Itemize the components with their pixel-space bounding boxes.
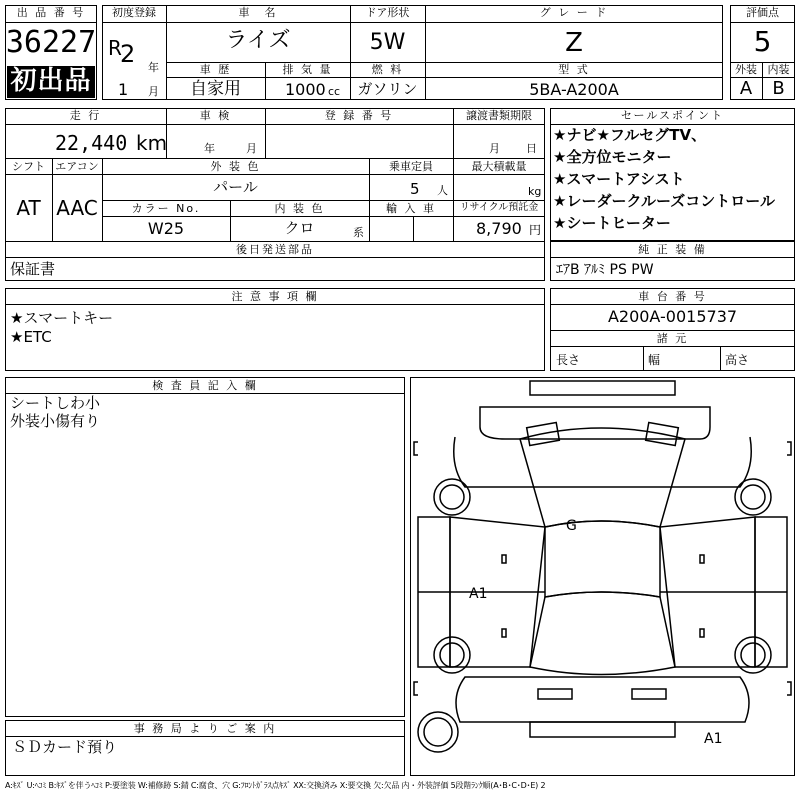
inspector-label: 検 査 員 記 入 欄 xyxy=(152,379,258,392)
int-color-suffix: 系 xyxy=(353,226,364,239)
ext-color-value: パール xyxy=(213,178,258,196)
capacity-unit: 人 xyxy=(437,184,448,197)
interior-grade-label: 内装 xyxy=(767,63,790,76)
office-label: 事 務 局 よ り ご 案 内 xyxy=(133,722,277,735)
reg-no-label: 登 録 番 号 xyxy=(324,109,394,122)
width-label: 幅 xyxy=(648,353,661,367)
load-unit: kg xyxy=(528,185,542,198)
notes-item: ★スマートキー xyxy=(10,309,114,327)
exhibit-number: 36227 xyxy=(5,25,97,60)
notes-item: ★ETC xyxy=(10,328,52,346)
inspector-line: シートしわ小 xyxy=(10,394,101,412)
capacity-label: 乗車定員 xyxy=(389,160,433,173)
exterior-grade-label: 外装 xyxy=(735,63,757,76)
year-unit: 年 xyxy=(148,61,159,74)
month-unit: 月 xyxy=(148,85,159,98)
color-no-label: カラー No. xyxy=(131,202,201,215)
interior-grade: B xyxy=(772,78,785,99)
recycle-unit: 円 xyxy=(529,223,542,237)
selling-point-item: ★ナビ★フルセグTV、 xyxy=(553,126,707,144)
history-label: 車 歴 xyxy=(199,63,232,76)
damage-mark: A1 xyxy=(704,731,723,747)
door-value: 5W xyxy=(369,30,406,55)
dims-label: 諸 元 xyxy=(656,332,689,345)
later-parts-label: 後日発送部品 xyxy=(236,243,314,256)
year-value: 2 xyxy=(120,40,136,68)
mileage-value: 22,440 xyxy=(55,131,128,155)
exterior-grade: A xyxy=(739,78,753,99)
damage-mark: G xyxy=(566,518,577,534)
load-label: 最大積載量 xyxy=(471,160,527,173)
damage-mark: A1 xyxy=(469,586,488,602)
selling-points-list xyxy=(553,128,793,238)
notes-label: 注 意 事 項 欄 xyxy=(231,290,319,303)
later-parts-value: 保証書 xyxy=(10,260,56,278)
first-listing-badge-text: 初出品 xyxy=(10,66,92,96)
mileage-unit: km xyxy=(136,131,168,155)
model-code-label: 型 式 xyxy=(558,63,590,76)
inspection-year-unit: 年 xyxy=(204,142,215,155)
chassis-value: A200A-0015737 xyxy=(607,307,738,326)
legend-text: A:ｷｽﾞ U:ﾍｺﾐ B:ｷｽﾞを伴うﾍｺﾐ P:要塗装 W:補修跡 S:錆 C:腐食、穴 G:ﾌﾛﾝﾄｶﾞﾗｽ点ｷｽﾞ XX:交換済み X:要交換 欠:欠品 内・外装評価 5段階ﾗﾝｸ順(A･B･C･D･E) 2 xyxy=(5,781,546,790)
transfer-month-unit: 月 xyxy=(489,142,500,155)
import-label: 輸 入 車 xyxy=(386,202,436,215)
selling-point-item: ★スマートアシスト xyxy=(553,170,685,188)
equipment-label: 純 正 装 備 xyxy=(638,243,707,256)
fuel-label: 燃 料 xyxy=(371,63,404,76)
era-value: R xyxy=(108,36,122,60)
inspector-line: 外装小傷有り xyxy=(10,412,101,430)
grade-value: Z xyxy=(565,28,583,58)
recycle-value: 8,790 xyxy=(476,219,522,238)
selling-point-item: ★全方位モニター xyxy=(553,148,672,166)
car-diagram xyxy=(410,377,795,776)
mileage-label: 走 行 xyxy=(69,109,102,122)
displacement-unit: cc xyxy=(328,85,341,98)
int-color-value: クロ xyxy=(284,219,315,237)
car-name: ライズ xyxy=(225,28,291,53)
exhibit-number-label: 出 品 番 号 xyxy=(16,6,86,19)
selling-point-item: ★シートヒーター xyxy=(553,214,671,232)
equipment-value: ｴｱB ｱﾙﾐ PS PW xyxy=(556,262,654,278)
fuel-value: ガソリン xyxy=(357,80,418,98)
shift-label: シフト xyxy=(12,160,45,173)
inspection-label: 車 検 xyxy=(199,109,232,122)
ac-value: AAC xyxy=(56,196,98,220)
displacement-value: 1000 xyxy=(285,80,326,99)
office-value: ＳＤカード預り xyxy=(12,738,118,756)
selling-points-label: セールスポイント xyxy=(620,109,724,122)
transfer-label: 譲渡書類期限 xyxy=(466,109,532,122)
transfer-day-unit: 日 xyxy=(526,142,537,155)
ac-label: エアコン xyxy=(55,160,99,173)
chassis-label: 車 台 番 号 xyxy=(638,290,707,303)
selling-point-item: ★レーダークルーズコントロール xyxy=(553,192,775,210)
score-value: 5 xyxy=(753,25,772,58)
car-name-label: 車 名 xyxy=(238,6,278,19)
displacement-label: 排 気 量 xyxy=(282,63,333,76)
capacity-value: 5 xyxy=(410,180,420,198)
first-reg-label: 初度登録 xyxy=(112,6,156,19)
color-no-value: W25 xyxy=(147,219,185,238)
door-label: ドア形状 xyxy=(365,6,410,19)
length-label: 長さ xyxy=(556,353,581,367)
int-color-label: 内 装 色 xyxy=(274,202,325,215)
history-value: 自家用 xyxy=(190,79,241,99)
shift-value: AT xyxy=(16,196,41,220)
grade-label: グ レ ー ド xyxy=(539,6,609,19)
recycle-label: リサイクル預託金 xyxy=(459,202,539,213)
month-value: 1 xyxy=(118,80,129,99)
score-label: 評価点 xyxy=(746,6,779,19)
inspection-month-unit: 月 xyxy=(246,142,257,155)
ext-color-label: 外 装 色 xyxy=(210,160,261,173)
model-code: 5BA-A200A xyxy=(529,80,619,99)
height-label: 高さ xyxy=(725,353,750,367)
